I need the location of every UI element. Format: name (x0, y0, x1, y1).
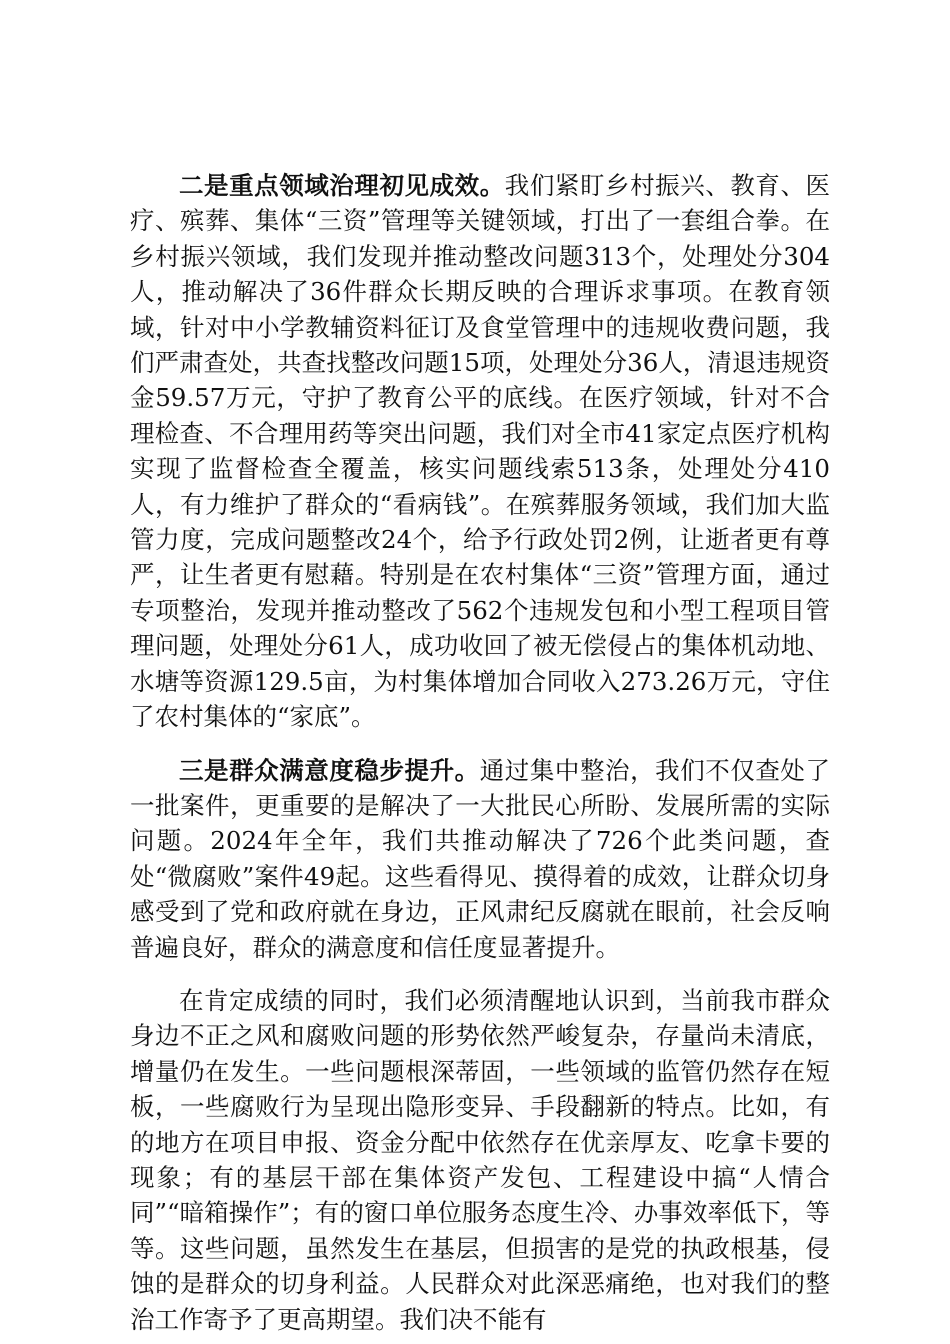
paragraph-challenges (130, 983, 830, 1337)
paragraph-lead: 三是群众满意度稳步提升。 (179, 755, 480, 785)
paragraph-satisfaction (130, 753, 830, 965)
paragraph-text: 我们紧盯乡村振兴、教育、医疗、殡葬、集体“三资”管理等关键领域，打出了一套组合拳。在乡村振兴领域，我们发现并推动整改问题313个，处理处分304人，推动解决了36件群众长期反映的合理诉求事项。在教育领域，针对中小学教辅资料征订及食堂管理中的违规收费问题，我们严肃查处，共查找整改问题15项，处理处分36人，清退违规资金59.57万元，守护了教育公平的底线。在医疗领域，针对不合理检查、不合理用药等突出问题，我们对全市41家定点医疗机构实现了监督检查全覆盖，核实问题线索513条，处理处分410人，有力维护了群众的“看病钱”。在殡葬服务领域，我们加大监管力度，完成问题整改24个，给予行政处罚2例，让逝者更有尊严，让生者更有慰藉。特别是在农村集体“三资”管理方面，通过专项整治，发现并推动整改了562个违规发包和小型工程项目管理问题，处理处分61人，成功收回了被无偿侵占的集体机动地、水塘等资源129.5亩，为村集体增加合同收入273.26万元，守住了农村集体的“家底”。 (130, 171, 830, 732)
document-body (130, 168, 830, 1337)
paragraph-text: 通过集中整治，我们不仅查处了一批案件，更重要的是解决了一大批民心所盼、发展所需的实际问题。2024年全年，我们共推动解决了726个此类问题，查处“微腐败”案件49起。这些看得见、摸得着的成效，让群众切身感受到了党和政府就在身边，正风肃纪反腐就在眼前，社会反响普遍良好，群众的满意度和信任度显著提升。 (130, 755, 830, 962)
paragraph-lead: 二是重点领域治理初见成效。 (179, 171, 505, 200)
paragraph-key-areas (130, 168, 830, 735)
paragraph-text: 在肯定成绩的同时，我们必须清醒地认识到，当前我市群众身边不正之风和腐败问题的形势依然严峻复杂，存量尚未清底，增量仍在发生。一些问题根深蒂固，一些领域的监管仍然存在短板，一些腐败行为呈现出隐形变异、手段翻新的特点。比如，有的地方在项目申报、资金分配中依然存在优亲厚友、吃拿卡要的现象；有的基层干部在集体资产发包、工程建设中搞“人情合同”“暗箱操作”；有的窗口单位服务态度生冷、办事效率低下，等等。这些问题，虽然发生在基层，但损害的是党的执政根基，侵蚀的是群众的切身利益。人民群众对此深恶痛绝，也对我们的整治工作寄予了更高期望。我们决不能有 (130, 985, 830, 1334)
